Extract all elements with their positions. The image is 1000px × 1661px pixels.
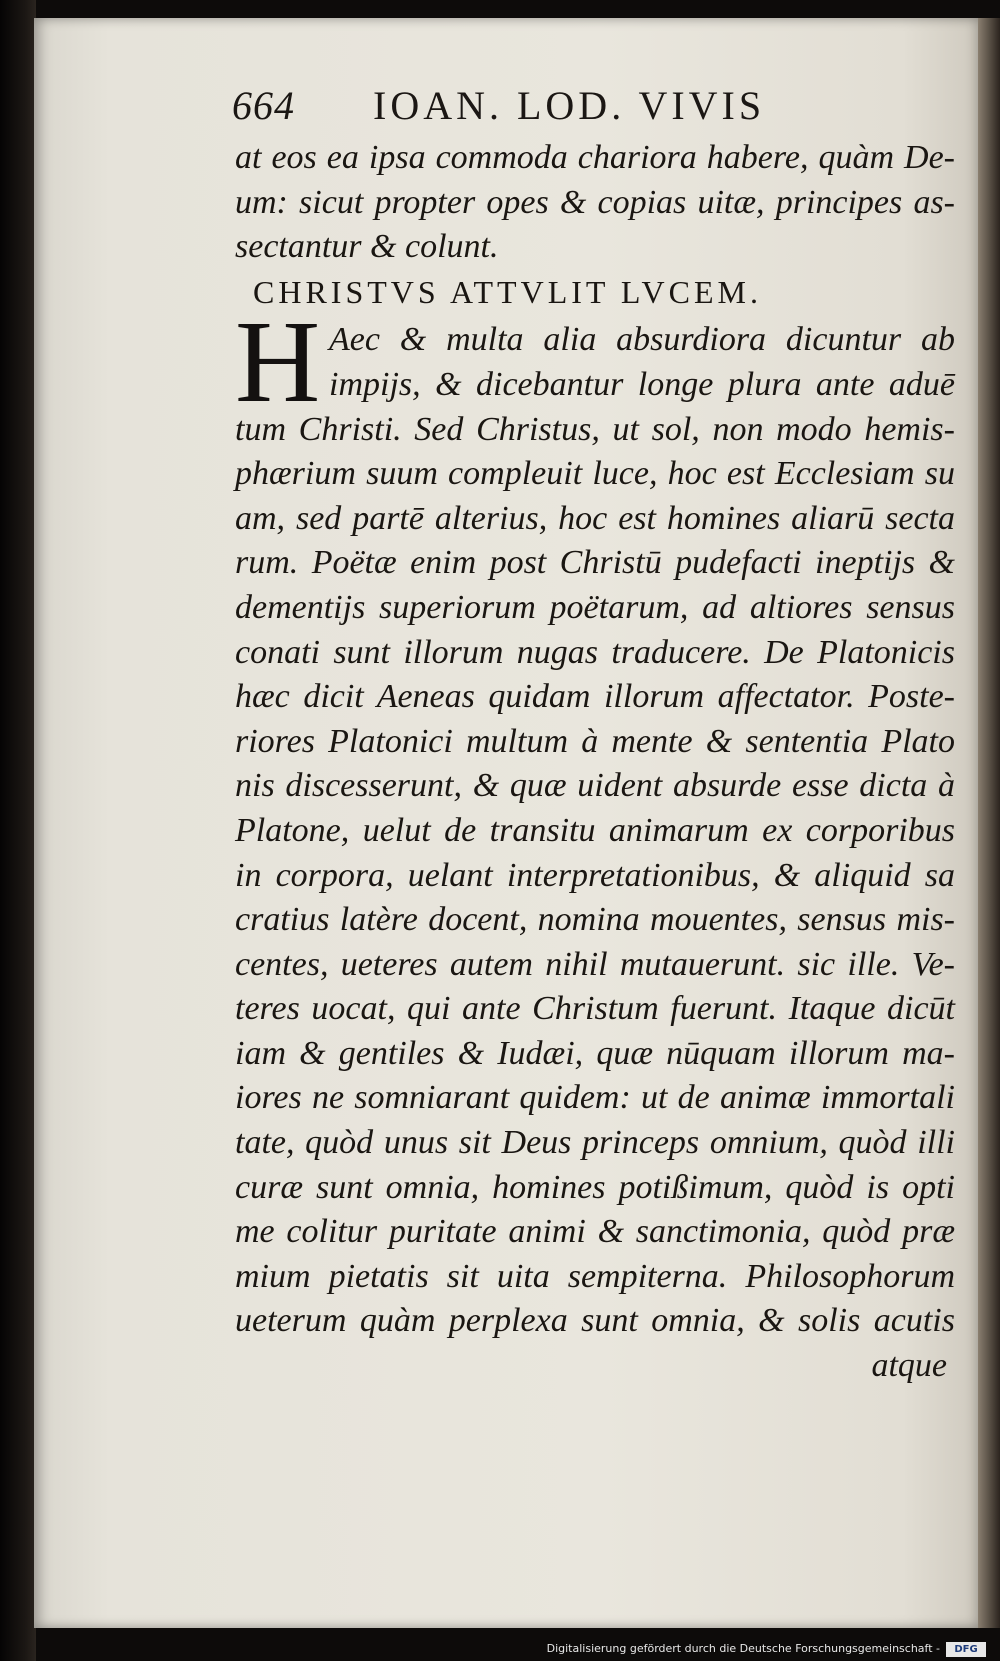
text-line: curæ sunt omnia, homines potißimum, quòd is opti <box>235 1168 955 1206</box>
running-head <box>232 82 765 129</box>
running-title: IOAN. LOD. VIVIS <box>373 83 766 128</box>
drop-cap: H <box>235 296 321 428</box>
text-line: phærium suum compleuit luce, hoc est Ecclesiam su <box>235 455 955 493</box>
text-line: sectantur & colunt. <box>235 228 499 266</box>
text-line: conati sunt illorum nugas traducere. De Platonicis <box>235 633 955 671</box>
text-line: teres uocat, qui ante Christum fuerunt. Itaque dicūt <box>235 990 955 1028</box>
catchword: atque <box>871 1347 947 1385</box>
dfg-logo: DFG <box>946 1642 986 1657</box>
text-line: nis discesserunt, & quæ uident absurde esse dicta à <box>235 767 955 805</box>
paragraph <box>235 296 955 1344</box>
section-heading: CHRISTVS ATTVLIT LVCEM. <box>253 273 762 310</box>
text-line: Aec & multa alia absurdiora dicuntur ab <box>329 321 955 359</box>
text-line: in corpora, uelant interpretationibus, & aliquid sa <box>235 856 955 894</box>
digitization-credit: Digitalisierung gefördert durch die Deutsche Forschungsgemeinschaft - <box>546 1642 940 1655</box>
text-line: tate, quòd unus sit Deus princeps omnium, quòd illi <box>235 1124 955 1162</box>
text-line: mium pietatis sit uita sempiterna. Philosophorum <box>235 1257 955 1295</box>
page-edge <box>978 18 1000 1628</box>
text-line: tum Christi. Sed Christus, ut sol, non modo hemis- <box>235 410 955 448</box>
text-line: rum. Poëtæ enim post Christū pudefacti ineptijs & <box>235 544 955 582</box>
text-line: centes, ueteres autem nihil mutauerunt. sic ille. Ve- <box>235 945 955 983</box>
text-line: Platone, uelut de transitu animarum ex corporibus <box>235 811 955 849</box>
text-line: impijs, & dicebantur longe plura ante aduē <box>329 365 955 403</box>
text-line: me colitur puritate animi & sanctimonia, quòd præ <box>235 1213 955 1251</box>
book-spine-shadow <box>0 0 36 1661</box>
text-line: dementijs superiorum poëtarum, ad altiores sensus <box>235 588 955 626</box>
text-line: iores ne somniarant quidem: ut de animæ immortali <box>235 1079 955 1117</box>
text-line: riores Platonici multum à mente & sententia Plato <box>235 722 955 760</box>
text-line: iam & gentiles & Iudæi, quæ nūquam illorum ma- <box>235 1034 955 1072</box>
text-line: ueterum quàm perplexa sunt omnia, & solis acutis <box>235 1302 955 1340</box>
text-line: at eos ea ipsa commoda chariora habere, quàm De- <box>235 139 955 176</box>
page-number: 664 <box>232 83 295 128</box>
text-line: am, sed partē alterius, hoc est homines aliarū secta <box>235 499 955 537</box>
text-block <box>235 136 955 1389</box>
text-line: um: sicut propter opes & copias uitæ, principes as- <box>235 183 955 221</box>
text-line: cratius latère docent, nomina mouentes, sensus mis- <box>235 901 955 939</box>
text-line: hæc dicit Aeneas quidam illorum affectator. Poste- <box>235 678 955 716</box>
